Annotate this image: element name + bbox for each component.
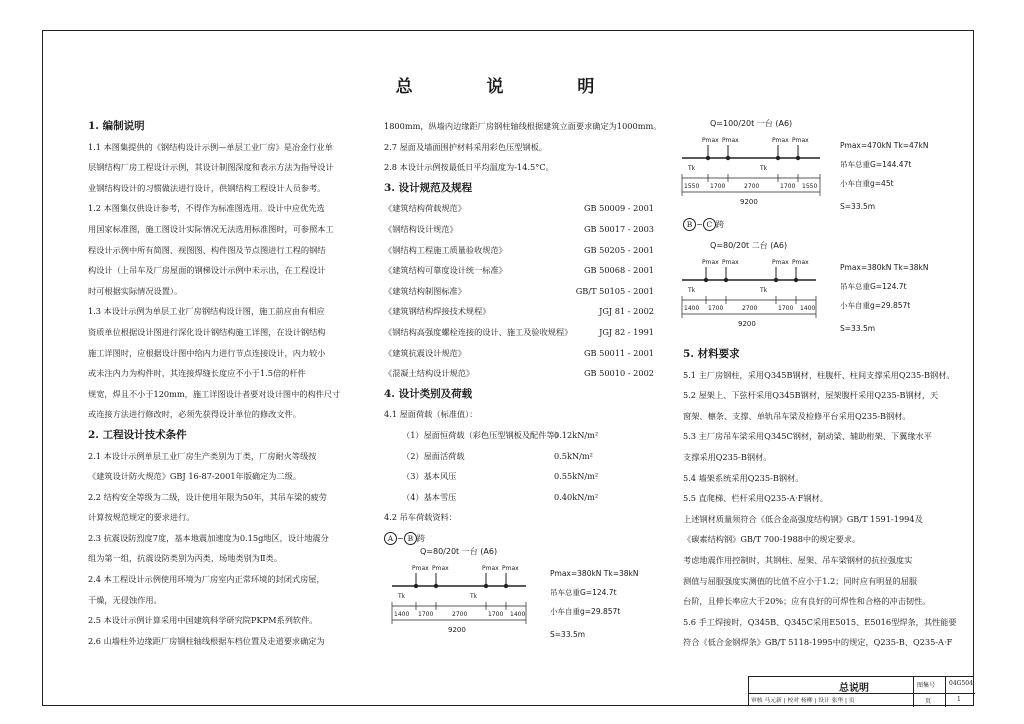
crane-caption: Q=80/20t 一台 (A6) xyxy=(420,547,498,556)
dimension-value: 1700 xyxy=(418,611,434,618)
section-4-heading: 4. 设计类别及荷载 xyxy=(384,387,473,400)
section-5-heading: 5. 材料要求 xyxy=(683,348,740,360)
text-line: 4.1 屋面荷载（标准值）： xyxy=(384,409,478,420)
section-3-heading: 3. 设计规范及规程 xyxy=(384,181,473,194)
text-line: 干燥，无侵蚀作用。 xyxy=(88,594,162,605)
page-title: 总 说 明 xyxy=(395,77,629,97)
text-line: 考虑地震作用控制时，其钢柱、屋架、吊车梁钢材的抗拉强度实 xyxy=(683,554,913,565)
text-line: 2.1 本设计示例单层工业厂房生产类别为丁类，厂房耐火等级按 xyxy=(88,450,317,461)
standard-name: 《建筑钢结构焊接技术规程》 xyxy=(384,306,491,317)
axis-suffix: 跨 xyxy=(715,219,725,229)
crane-stat: 吊车总重G=144.47t xyxy=(840,160,912,169)
standard-name: 《钢结构高强度螺栓连接的设计、施工及验收规程》 xyxy=(384,326,573,337)
axis-separator: ~ xyxy=(696,219,703,229)
crane-stat: 吊车总重G=124.7t xyxy=(550,588,617,597)
span-value: 9200 xyxy=(738,320,756,328)
wheel xyxy=(794,278,798,282)
axis-a-marker: A xyxy=(384,532,397,545)
crane-stat: 小车自重g=45t xyxy=(840,179,894,188)
wheel xyxy=(724,278,728,282)
dimension-value: 1400 xyxy=(510,611,526,618)
crane-caption: Q=80/20t 二台 (A6) xyxy=(710,241,788,250)
wheel xyxy=(776,156,780,160)
standard-row xyxy=(384,260,654,281)
crane-stat: S=33.5m xyxy=(840,324,876,333)
wheel-load-label: Pmax xyxy=(502,565,519,572)
dimension-value: 1700 xyxy=(488,611,504,618)
wheel-load-label: Pmax xyxy=(792,259,809,266)
text-line: 1.3 本设计示例为单层工业厂房钢结构设计图，施工前应由有相应 xyxy=(88,306,325,317)
standard-code: GB 50010 - 2002 xyxy=(583,368,654,379)
crane-stat: S=33.5m xyxy=(550,630,586,639)
standard-code: GB 50068 - 2001 xyxy=(583,265,654,276)
tk-label: Tk xyxy=(688,165,696,172)
column-left xyxy=(88,116,370,651)
dimension-value: 1700 xyxy=(710,183,726,190)
page-label: 页 xyxy=(925,698,932,705)
standard-row xyxy=(384,301,654,322)
dimension-value: 1700 xyxy=(780,183,796,190)
load-value: 0.40kN/m² xyxy=(554,491,599,502)
text-line: 程设计示例中所有简图、视图图、构件图及节点图进行工程的钢结 xyxy=(88,244,326,255)
wheel xyxy=(484,584,488,588)
text-line: 2.2 结构安全等级为二级，设计使用年限为50年，其吊车梁的疲劳 xyxy=(88,491,327,502)
wheel xyxy=(434,584,438,588)
load-name: （4）基本雪压 xyxy=(402,491,457,502)
text-line: 用国家标准图，施工图设计实际情况无法选用标准图时，可参照本工 xyxy=(88,223,334,234)
text-line: 4.2 吊车荷载资料： xyxy=(384,512,457,523)
crane-diagram-2 xyxy=(680,118,970,218)
dimension-value: 1550 xyxy=(684,183,700,190)
text-line: 窗架、檩条、支撑、单轨吊车梁及检修平台采用Q235-B钢材。 xyxy=(683,410,911,421)
standard-row xyxy=(384,322,654,343)
text-line: 层钢结构厂房工程设计示例，其设计制图深度和表示方法为指导设计 xyxy=(88,162,334,173)
wheel-load-label: Pmax xyxy=(772,137,789,144)
load-value: 0.5kN/m² xyxy=(554,450,593,461)
standard-row xyxy=(384,281,654,302)
text-line: 时可根据实际情况设置）。 xyxy=(88,285,183,296)
crane-diagram-1 xyxy=(390,546,680,646)
load-row xyxy=(384,425,624,446)
standard-row xyxy=(384,219,654,240)
text-line: 2.4 本工程设计示例使用环境为厂房室内正常环境的封闭式房屋， xyxy=(88,574,325,585)
load-row xyxy=(384,466,624,487)
text-line: 1800mm，纵墙内边缘距厂房钢柱轴线根据建筑立面要求确定为1000mm。 xyxy=(384,121,662,131)
text-line: 或未注内力为构件时，其连接焊缝长度应不小于1.5倍的杆件 xyxy=(88,368,306,379)
standard-code: GB 50009 - 2001 xyxy=(583,203,654,214)
title-block-divider xyxy=(913,677,914,707)
dimension-value: 1400 xyxy=(394,611,410,618)
wheel-load-label: Pmax xyxy=(772,259,789,266)
wheel-load-label: Pmax xyxy=(702,137,719,144)
signature-row: 审核 马元新 | 校对 杨柳 | 设计 张华 | 页 xyxy=(751,698,855,704)
wheel xyxy=(706,156,710,160)
load-row xyxy=(384,487,624,508)
dimension-value: 2700 xyxy=(742,305,758,312)
standard-row xyxy=(384,240,654,261)
load-value: 0.12kN/m² xyxy=(554,429,599,440)
atlas-label: 图集号 xyxy=(917,682,936,689)
wheel-load-label: Pmax xyxy=(722,137,739,144)
standard-code: JGJ 81 - 2002 xyxy=(599,306,654,317)
standard-name: 《建筑结构荷载规范》 xyxy=(384,203,466,214)
section-2-heading: 2. 工程设计技术条件 xyxy=(88,428,187,441)
text-line: 规宽，焊且不小于120mm，施工详图设计者要对设计图中的构件尺寸 xyxy=(88,388,341,399)
text-line: 2.8 本设计示例按最低日平均温度为-14.5°C。 xyxy=(384,162,554,173)
crane-stat: 小车自重g=29.857t xyxy=(840,301,911,310)
wheel xyxy=(704,278,708,282)
axis-label-bc xyxy=(683,214,724,235)
crane-stat: Pmax=380kN Tk=38kN xyxy=(840,263,929,272)
load-name: （3）基本风压 xyxy=(402,471,457,482)
text-line: 支撑采用Q235-B钢材。 xyxy=(683,451,772,462)
standard-name: 《混凝土结构设计规范》 xyxy=(384,368,475,379)
axis-b-marker: B xyxy=(404,532,417,545)
crane-diagram-3 xyxy=(680,240,970,340)
standard-name: 《建筑结构制图标准》 xyxy=(384,285,466,296)
wheel-load-label: Pmax xyxy=(412,565,429,572)
wheel-load-label: Pmax xyxy=(482,565,499,572)
section-1-heading: 1. 编制说明 xyxy=(88,120,145,132)
dimension-value: 2700 xyxy=(744,183,760,190)
axis-c-marker: C xyxy=(703,218,716,231)
standard-row xyxy=(384,198,654,219)
wheel xyxy=(504,584,508,588)
wheel-load-label: Pmax xyxy=(792,137,809,144)
wheel-load-label: Pmax xyxy=(432,565,449,572)
title-block-divider xyxy=(945,677,946,707)
wheel xyxy=(726,156,730,160)
tk-label: Tk xyxy=(760,287,768,294)
atlas-number: 04G504 xyxy=(949,680,973,687)
crane-stat: S=33.5m xyxy=(840,202,876,211)
crane-stat: Pmax=380kN Tk=38kN xyxy=(550,569,639,578)
span-value: 9200 xyxy=(448,626,466,634)
standard-code: GB/T 50105 - 2001 xyxy=(575,285,654,296)
span-value: 9200 xyxy=(740,198,758,206)
text-line: 施工详图时，应根据设计图中给内力进行节点连接设计，内力较小 xyxy=(88,347,326,358)
text-line: 5.1 主厂房钢柱，采用Q345B钢材，柱腹杆、柱间支撑采用Q235-B钢材。 xyxy=(683,369,955,380)
text-line: 《碳素结构钢》GB/T 700-1988中的规定要求。 xyxy=(683,534,861,545)
crane-stat: 小车自重g=29.857t xyxy=(550,607,621,616)
column-middle xyxy=(384,116,674,548)
dimension-value: 2700 xyxy=(452,611,468,618)
standard-row xyxy=(384,363,654,384)
text-line: 5.4 墙架系统采用Q235-B钢材。 xyxy=(683,472,804,483)
tk-label: Tk xyxy=(470,593,478,600)
crane-caption: Q=100/20t 一台 (A6) xyxy=(710,119,793,128)
axis-separator: ~ xyxy=(397,532,404,543)
standard-code: GB 50011 - 2001 xyxy=(583,347,654,358)
title-block-title: 总说明 xyxy=(839,683,869,694)
standard-code: GB 50205 - 2001 xyxy=(583,244,654,255)
crane-stat: Pmax=470kN Tk=47kN xyxy=(840,141,929,150)
dimension-value: 1700 xyxy=(708,305,724,312)
text-line: 5.5 直爬梯、栏杆采用Q235-A·F钢材。 xyxy=(683,493,828,504)
text-line: 2.7 屋面及墙面围护材料采用彩色压型钢板。 xyxy=(384,141,547,152)
dimension-value: 1700 xyxy=(778,305,794,312)
wheel-load-label: Pmax xyxy=(702,259,719,266)
text-line: 1.2 本图集仅供设计参考，不得作为标准图选用。设计中应优先选 xyxy=(88,203,325,214)
text-line: 1.1 本图集提供的《钢结构设计示例—单层工业厂房》是冶金行业单 xyxy=(88,141,333,152)
text-line: 资质单位根据设计图进行深化设计钢结构施工详图，在设计钢结构 xyxy=(88,326,326,337)
column-right xyxy=(683,344,965,653)
standard-code: JGJ 82 - 1991 xyxy=(599,326,654,337)
wheel-load-label: Pmax xyxy=(722,259,739,266)
text-line: 构设计（上吊车及厂房屋面的钢梯设计示例中未示出，在工程设计 xyxy=(88,265,326,276)
page-number: 1 xyxy=(957,696,961,703)
dimension-value: 1400 xyxy=(800,305,816,312)
text-line: 台阶，且伸长率应大于20%；应有良好的可焊性和合格的冲击韧性。 xyxy=(683,596,931,607)
text-line: 2.6 山墙柱外边缘距厂房钢柱轴线根据车档位置及走道要求确定为 xyxy=(88,635,325,646)
text-line: 5.6 手工焊接时，Q345B、Q345C采用E5015、E5016型焊条，其性能要 xyxy=(683,616,957,627)
text-line: 计算按规范规定的要求进行。 xyxy=(88,512,195,523)
text-line: 5.2 屋架上、下弦杆采用Q345B钢材，屋架腹杆采用Q235-B钢材，天 xyxy=(683,390,939,401)
wheel xyxy=(796,156,800,160)
crane-stat: 吊车总重G=124.7t xyxy=(840,282,907,291)
standard-name: 《钢结构工程施工质量验收规范》 xyxy=(384,244,507,255)
dimension-value: 1550 xyxy=(802,183,818,190)
axis-b-marker: B xyxy=(683,218,696,231)
text-line: 业钢结构设计的习惯做法进行设计，供钢结构工程设计人员参考。 xyxy=(88,182,326,193)
load-row xyxy=(384,446,624,467)
text-line: 测值与屈服强度实测值的比值不应小于1.2；同时应有明显的屈服 xyxy=(683,575,918,586)
text-line: 上述钢材质量须符合《低合金高强度结构钢》GB/T 1591-1994及 xyxy=(683,513,923,524)
standard-row xyxy=(384,343,654,364)
text-line: 5.3 主厂房吊车梁采用Q345C钢材，制动梁、辅助桁架、下翼缘水平 xyxy=(683,431,932,442)
tk-label: Tk xyxy=(760,165,768,172)
tk-label: Tk xyxy=(398,593,406,600)
wheel xyxy=(414,584,418,588)
dimension-value: 1400 xyxy=(684,305,700,312)
standard-name: 《建筑抗震设计规范》 xyxy=(384,347,466,358)
text-line: 2.5 本设计示例计算采用中国建筑科学研究院PKPM系列软件。 xyxy=(88,615,318,626)
tk-label: Tk xyxy=(688,287,696,294)
standard-name: 《钢结构设计规范》 xyxy=(384,223,458,234)
wheel xyxy=(774,278,778,282)
text-line: 组为第一组，抗震设防类别为丙类，场地类别为Ⅱ类。 xyxy=(88,553,282,564)
load-name: （1）屋面恒荷载（彩色压型钢板及配件等） xyxy=(402,429,563,440)
standard-code: GB 50017 - 2003 xyxy=(583,223,654,234)
axis-suffix: 跨 xyxy=(416,532,426,543)
text-line: 《建筑设计防火规范》GBJ 16-87-2001年版确定为二级。 xyxy=(88,471,302,482)
title-block xyxy=(748,676,974,706)
standard-name: 《建筑结构可靠度设计统一标准》 xyxy=(384,265,507,276)
load-value: 0.55kN/m² xyxy=(554,471,599,482)
text-line: 符合《低合金钢焊条》GB/T 5118-1995中的规定，Q235-B、Q235-A·F xyxy=(683,637,953,648)
text-line: 或连接方法进行修改时，必须先获得设计单位的修改文件。 xyxy=(88,409,301,420)
text-line: 2.3 抗震设防烈度7度，基本地震加速度为0.15g地区，设计地震分 xyxy=(88,532,329,543)
load-name: （2）屋面活荷载 xyxy=(402,450,465,461)
